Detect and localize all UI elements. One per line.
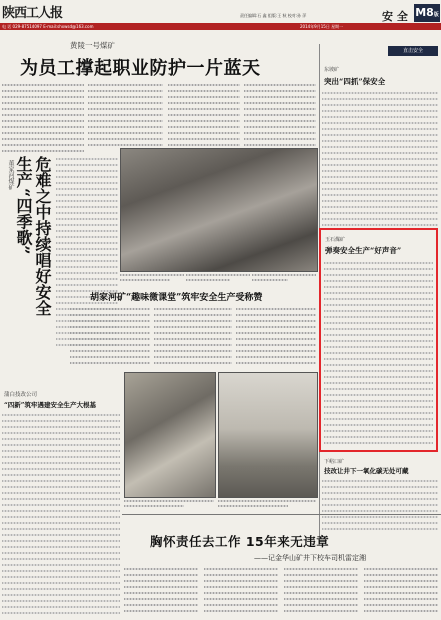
left-bottom-kicker: 蒲白技改公司 bbox=[4, 392, 38, 398]
page-number-badge: M8版 bbox=[414, 4, 440, 22]
vertical-story-headline: 危难之中持续唱好安全生产“四季歌” bbox=[14, 156, 52, 316]
sidebar-story3-body bbox=[322, 478, 438, 538]
sidebar-story2-headline: 弹奏安全生产“好声音” bbox=[325, 246, 402, 255]
bottom-feature-body bbox=[124, 566, 440, 618]
sidebar-column-badge: 直击安全 bbox=[388, 46, 438, 56]
sidebar-story1-headline: 突出“四抓”保安全 bbox=[324, 77, 386, 86]
lead-story-kicker: 黄陵一号煤矿 bbox=[70, 41, 115, 50]
vertical-story-kicker: 董家河煤矿 bbox=[7, 160, 14, 190]
masthead bbox=[0, 0, 441, 42]
left-lower-body bbox=[2, 358, 66, 360]
lead-photo-miners bbox=[120, 148, 318, 272]
sidebar-story3-kicker: 下峪口矿 bbox=[324, 459, 345, 465]
left-bottom-body bbox=[2, 412, 120, 612]
center-photo-training bbox=[124, 372, 216, 498]
center-photo-powerlines bbox=[218, 372, 318, 498]
center-story-headline: 胡家河矿“趣味微课堂”筑牢安全生产受称赞 bbox=[90, 293, 263, 303]
lead-photo-caption bbox=[120, 272, 316, 284]
sidebar-story3-headline: 技改让井下一氧化碳无处可藏 bbox=[324, 467, 409, 475]
center-photo-captions bbox=[124, 498, 316, 510]
left-bottom-headline: “四新”筑牢遇建安全生产大根基 bbox=[4, 401, 96, 409]
sidebar-story2-body bbox=[324, 260, 433, 448]
bottom-feature-subhead: ——记金华山矿井下校车司机雷定湘 bbox=[254, 554, 366, 562]
newspaper-logo: 陕西工人报 bbox=[2, 6, 63, 21]
masthead-date: 2014年9月15日 星期一 bbox=[300, 24, 344, 29]
masthead-credits: 责任编辑:石 鑫 组版:王 秋 校对:孙 萍 bbox=[240, 13, 307, 18]
lead-story-headline: 为员工撑起职业防护一片蓝天 bbox=[20, 58, 261, 79]
sidebar-story2-kicker: 玉石煤矿 bbox=[325, 237, 346, 243]
center-story-body bbox=[70, 306, 318, 370]
masthead-contact: 电 话 029-87514097 E-mail:shxwsd@163.com bbox=[2, 24, 94, 29]
bottom-feature-headline: 胸怀责任去工作 15年来无违章 bbox=[150, 534, 330, 549]
sidebar-story1-body bbox=[322, 90, 438, 240]
section-name: 安 全 bbox=[382, 10, 408, 23]
sidebar-story1-kicker: 东坡矿 bbox=[324, 67, 340, 73]
highlight-box-yushi bbox=[319, 228, 438, 452]
